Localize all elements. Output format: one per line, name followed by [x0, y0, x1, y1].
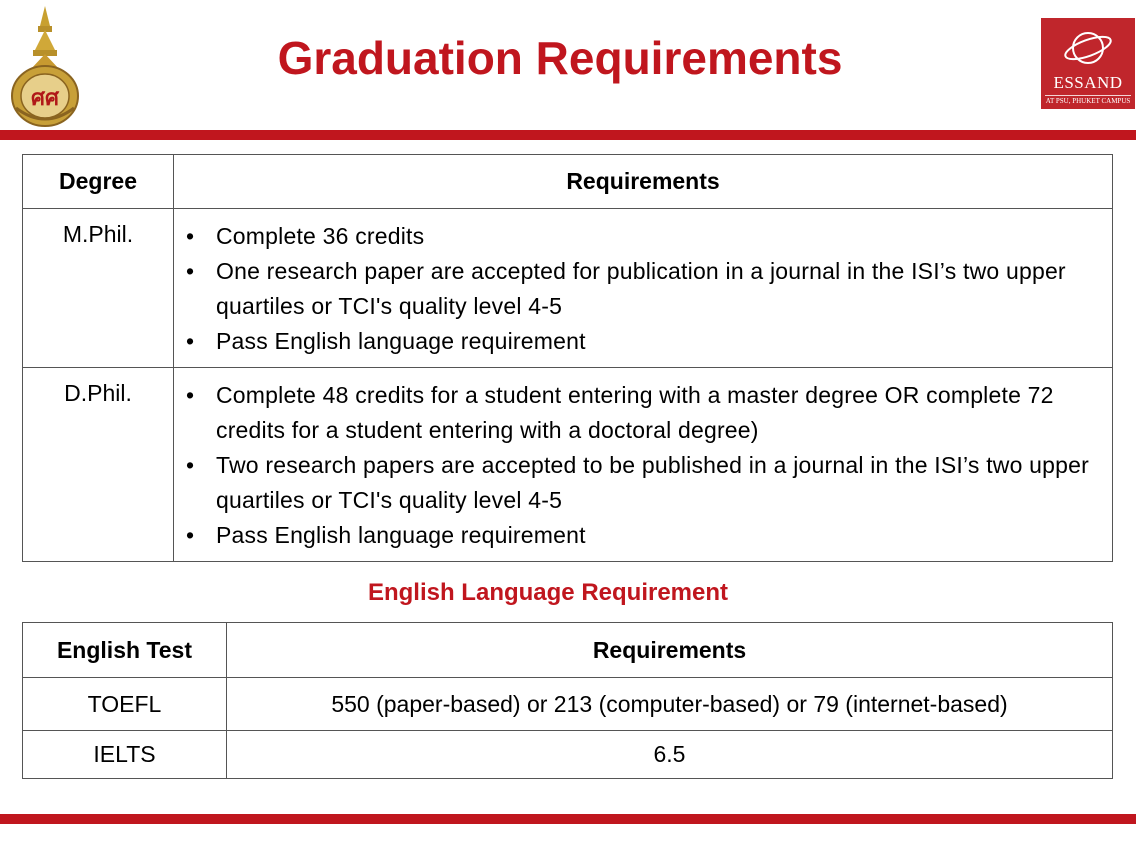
table-row: [23, 209, 1113, 368]
list-item-text: Pass English language requirement: [216, 328, 586, 354]
footer-divider: [0, 814, 1136, 824]
list-item: [184, 219, 1100, 254]
english-section-heading: English Language Requirement: [367, 579, 729, 606]
column-header-requirements: Requirements: [174, 155, 1113, 209]
list-item-text: Pass English language requirement: [216, 522, 586, 548]
list-item: [184, 324, 1100, 359]
bullet-icon: •: [186, 223, 195, 249]
list-item: [184, 448, 1100, 518]
table-row: [23, 678, 1113, 731]
list-item: [184, 518, 1100, 553]
column-header-english-test: English Test: [23, 623, 227, 678]
degree-requirements-table: [22, 154, 1113, 562]
list-item-text: Complete 48 credits for a student entering with a master degree OR complete 72 credits for a student entering with a doctoral degree): [216, 382, 1054, 443]
requirements-list: [184, 378, 1100, 553]
bullet-icon: •: [186, 328, 195, 354]
bullet-icon: •: [186, 382, 195, 408]
test-requirement-cell: 550 (paper-based) or 213 (computer-based) or 79 (internet-based): [227, 678, 1113, 731]
requirements-cell: [174, 368, 1113, 562]
bullet-icon: •: [186, 258, 195, 284]
logo-brand-text: ESSAND: [1053, 73, 1123, 92]
test-name-cell: IELTS: [23, 731, 227, 779]
table-row: [23, 368, 1113, 562]
test-name-cell: TOEFL: [23, 678, 227, 731]
degree-cell: M.Phil.: [23, 209, 174, 368]
list-item-text: One research paper are accepted for publication in a journal in the ISI’s two upper quartiles or TCI's quality level 4-5: [216, 258, 1066, 319]
list-item: [184, 254, 1100, 324]
page-title: Graduation Requirements: [277, 32, 843, 84]
test-requirement-cell: 6.5: [227, 731, 1113, 779]
requirements-list: [184, 219, 1100, 359]
table-row: [23, 731, 1113, 779]
requirements-cell: [174, 209, 1113, 368]
degree-cell: D.Phil.: [23, 368, 174, 562]
svg-text:ศศ: ศศ: [31, 86, 59, 111]
logo-subtitle-text: AT PSU, PHUKET CAMPUS: [1045, 97, 1131, 105]
header-divider: [0, 130, 1136, 140]
table-header-row: [23, 155, 1113, 209]
column-header-degree: Degree: [23, 155, 174, 209]
list-item: [184, 378, 1100, 448]
english-requirements-table: [22, 622, 1113, 779]
table-header-row: [23, 623, 1113, 678]
list-item-text: Complete 36 credits: [216, 223, 425, 249]
list-item-text: Two research papers are accepted to be published in a journal in the ISI’s two upper quartiles or TCI's quality level 4-5: [216, 452, 1090, 513]
column-header-requirements: Requirements: [227, 623, 1113, 678]
bullet-icon: •: [186, 522, 195, 548]
bullet-icon: •: [186, 452, 195, 478]
